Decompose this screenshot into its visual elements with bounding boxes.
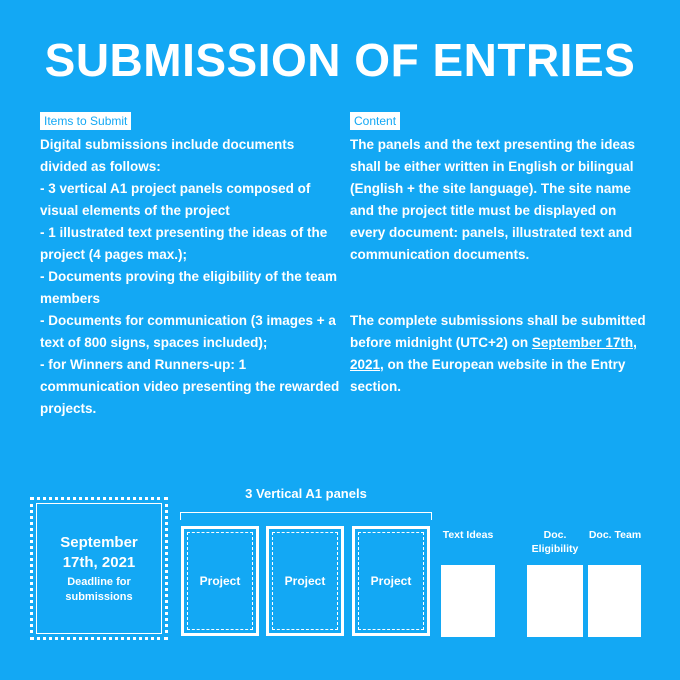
project-panel-label: Project xyxy=(358,532,424,630)
items-list xyxy=(40,134,340,420)
deadline-inner xyxy=(36,503,162,634)
project-panel-3 xyxy=(352,526,430,636)
items-line-panels: - 3 vertical A1 project panels composed of visual elements of the project xyxy=(40,181,311,218)
items-to-submit-tag: Items to Submit xyxy=(40,112,131,130)
doc-eligibility-label: Doc. Eligibility xyxy=(531,529,579,555)
deadline-date: September 17th, 2021 xyxy=(60,533,138,571)
deadline-date-link[interactable]: September 17th, 2021 xyxy=(350,335,637,372)
page-title: SUBMISSION OF ENTRIES xyxy=(44,34,636,86)
content-tag: Content xyxy=(350,112,400,130)
doc-eligibility-doc xyxy=(527,565,583,637)
project-panel-2 xyxy=(266,526,344,636)
project-panel-label: Project xyxy=(272,532,338,630)
items-line-text: - 1 illustrated text presenting the ideas of the project (4 pages max.); xyxy=(40,225,328,262)
items-line-eligibility: - Documents proving the eligibility of the team members xyxy=(40,269,338,306)
items-to-submit-section xyxy=(40,112,340,420)
panels-label: 3 Vertical A1 panels xyxy=(245,486,367,501)
items-intro: Digital submissions include documents divided as follows: xyxy=(40,137,295,174)
content-paragraph-1: The panels and the text presenting the ideas shall be either written in English or bilingual (English + the site language). The site name and the project title must be displayed on every document: panels, illustrated text and communication documents. xyxy=(350,137,636,262)
deadline-box xyxy=(30,497,168,640)
project-panel-label: Project xyxy=(187,532,253,630)
doc-team-label: Doc. Team xyxy=(588,529,642,541)
text-ideas-doc xyxy=(441,565,495,637)
text-ideas-label: Text Ideas xyxy=(442,529,494,541)
panels-bracket xyxy=(180,512,432,520)
paragraph-gap xyxy=(350,266,650,310)
content-section xyxy=(350,112,650,398)
items-line-communication: - Documents for communication (3 images + a text of 800 signs, spaces included); xyxy=(40,313,336,350)
project-panel-1 xyxy=(181,526,259,636)
deadline-text-before: The complete submissions shall be submitted before midnight (UTC+2) on xyxy=(350,313,646,350)
content-text xyxy=(350,134,650,398)
deadline-caption: Deadline for submissions xyxy=(65,575,133,603)
doc-team-doc xyxy=(588,565,641,637)
deadline-text-after: , on the European website in the Entry section. xyxy=(350,357,626,394)
items-line-video: - for Winners and Runners-up: 1 communication video presenting the rewarded projects. xyxy=(40,357,340,416)
content-paragraph-2 xyxy=(350,310,650,398)
